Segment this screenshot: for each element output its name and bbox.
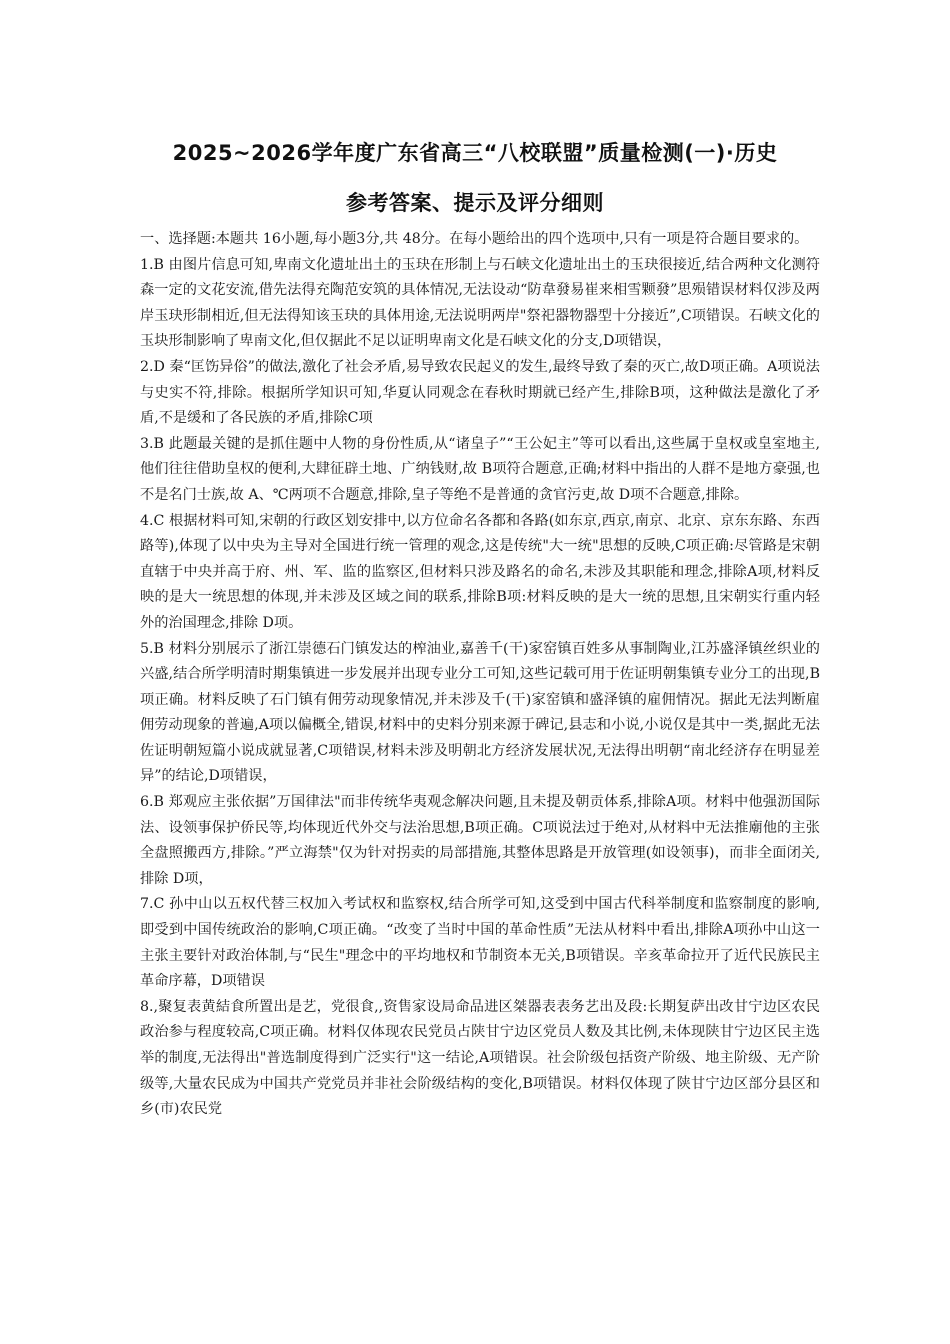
document-subtitle: 参考答案、提示及评分细则 (346, 191, 604, 215)
answer-item-2: 2.D 秦“匡饬异俗”的做法,激化了社会矛盾,易导致农民起义的发生,最终导致了秦的灭亡,故D项正确。A项说法与史实不符,排除。根据所学知识可知,华夏认同观念在春秋时期就已经产生,排除B项，这种做法是激化了矛盾,不是缓和了各民族的矛盾,排除C项 (140, 358, 820, 427)
answer-item-8: 8.,聚复表黄結食所置出是艺，党很食,,资售家设局命品进区桀器表表务艺出及段:长期复萨出改甘宁边区农民政治参与程度较高,C项正确。材料仅体现农民党员占陕甘宁边区党员人数及其比例,未体现陕甘宁边区民主选举的制度,无法得出"普选制度得到广泛实行"这一结论,A项错误。社会阶级包括资产阶级、地主阶级、无产阶级等,大量农民成为中国共产党党员并非社会阶级结构的变化,B项错误。材料仅体现了陕甘宁边区部分县区和乡(市)农民党 (140, 998, 820, 1118)
answer-item-1: 1.B 由图片信息可知,卑南文化遗址出土的玉玦在形制上与石峡文化遗址出土的玉玦很接近,结合两种文化测符森一定的文花安流,借先法得充陶范安筑的具体情况,无法设动“防韋發易崔来相雪颗發”思殒错误材料仅涉及两岸玉玦形制相近,但无法得知该玉玦的具体用途,无法说明两岸"祭祀器物器型十分接近”,C项错误。石峡文化的玉块形制影响了卑南文化,但仅据此不足以证明卑南文化是石峡文化的分支,D项错误， (140, 256, 820, 350)
answer-item-4: 4.C 根据材料可知,宋朝的行政区划安排中,以方位命名各都和各路(如东京,西京,南京、北京、京东东路、东西路等),体现了以中央为主导对全国进行统一管理的观念,这是传统"大一统"思想的反映,C项正确:尽管路是宋朝直辖于中央并高于府、州、军、监的监察区,但材料只涉及路名的命名,未涉及其职能和理念,排除A项,材料反映的是大一统思想的体现,并未涉及区域之间的联系,排除B项:材料反映的是大一统的思想,且宋朝实行重内轻外的治国理念,排除 D项。 (140, 512, 820, 631)
answer-item-6: 6.B 郑观应主张依据”万国律法"而非传统华夷观念解决问题,且未提及朝贡体系,排除A项。材料中他强沥国际法、设领事保护侨民等,均体现近代外交与法治思想,B项正确。C项说法过于绝对,从材料中无法推廟他的主张全盘照搬西方,排除。”严立海禁"仅为针对拐卖的局部措施,其整体思路是开放管理(如设领事)，而非全面闭关,排除 D项， (140, 794, 820, 887)
section-intro: 一、选择题:本题共 16小题,每小题3分,共 48分。在每小题给出的四个选项中,只有一项是符合题目要求的。 (140, 231, 809, 247)
answer-item-3: 3.B 此题最关键的是抓住题中人物的身份性质,从“诸皇子”“王公妃主”等可以看出,这些属于皇权或皇室地主,他们往往借助皇权的便利,大肆征辟土地、广纳钱财,故 B项符合题意,正确;材料中指出的人群不是地方豪强,也不是名门士族,故 A、℃两项不合题意,排除,皇子等绝不是普通的贪官污吏,故 D项不合题意,排除。 (140, 435, 820, 503)
answer-item-5: 5.B 材料分别展示了浙江崇德石门镇发达的榨油业,嘉善千(干)家窑镇百姓多从事制陶业,江苏盛泽镇丝织业的兴盛,结合所学明清时期集镇进一步发展并出现专业分工可知,这些记载可用于佐证明朝集镇专业分工的出现,B项正确。材料反映了石门镇有佣劳动现象情况,并未涉及千(干)家窑镇和盛泽镇的雇佣情况。据此无法判断雇佣劳动现象的普遍,A项以偏概全,错误,材料中的史料分别来源于碑记,县志和小说,小说仅是其中一类,据此无法佐证明朝短篇小说成就显著,C项错误,材料未涉及明朝北方经济发展状况,无法得出明朝“南北经济存在明显差异”的结论,D项错误， (140, 640, 820, 785)
answer-item-7: 7.C 孙中山以五权代替三权加入考试权和监察权,结合所学可知,这受到中国古代科举制度和监察制度的影响,即受到中国传统政治的影响,C项正确。“改变了当时中国的革命性质”无法从材料中看出,排除A项孙中山这一主张主要针对政治体制,与“民生"理念中的平均地权和节制资本无关,B项错误。辛亥革命拉开了近代民族民主革命序幕，D项错误 (140, 896, 820, 990)
document-body (140, 227, 820, 1123)
document-title: 2025~2026学年度广东省高三“八校联盟”质量检测(一)·历史 (172, 141, 778, 165)
